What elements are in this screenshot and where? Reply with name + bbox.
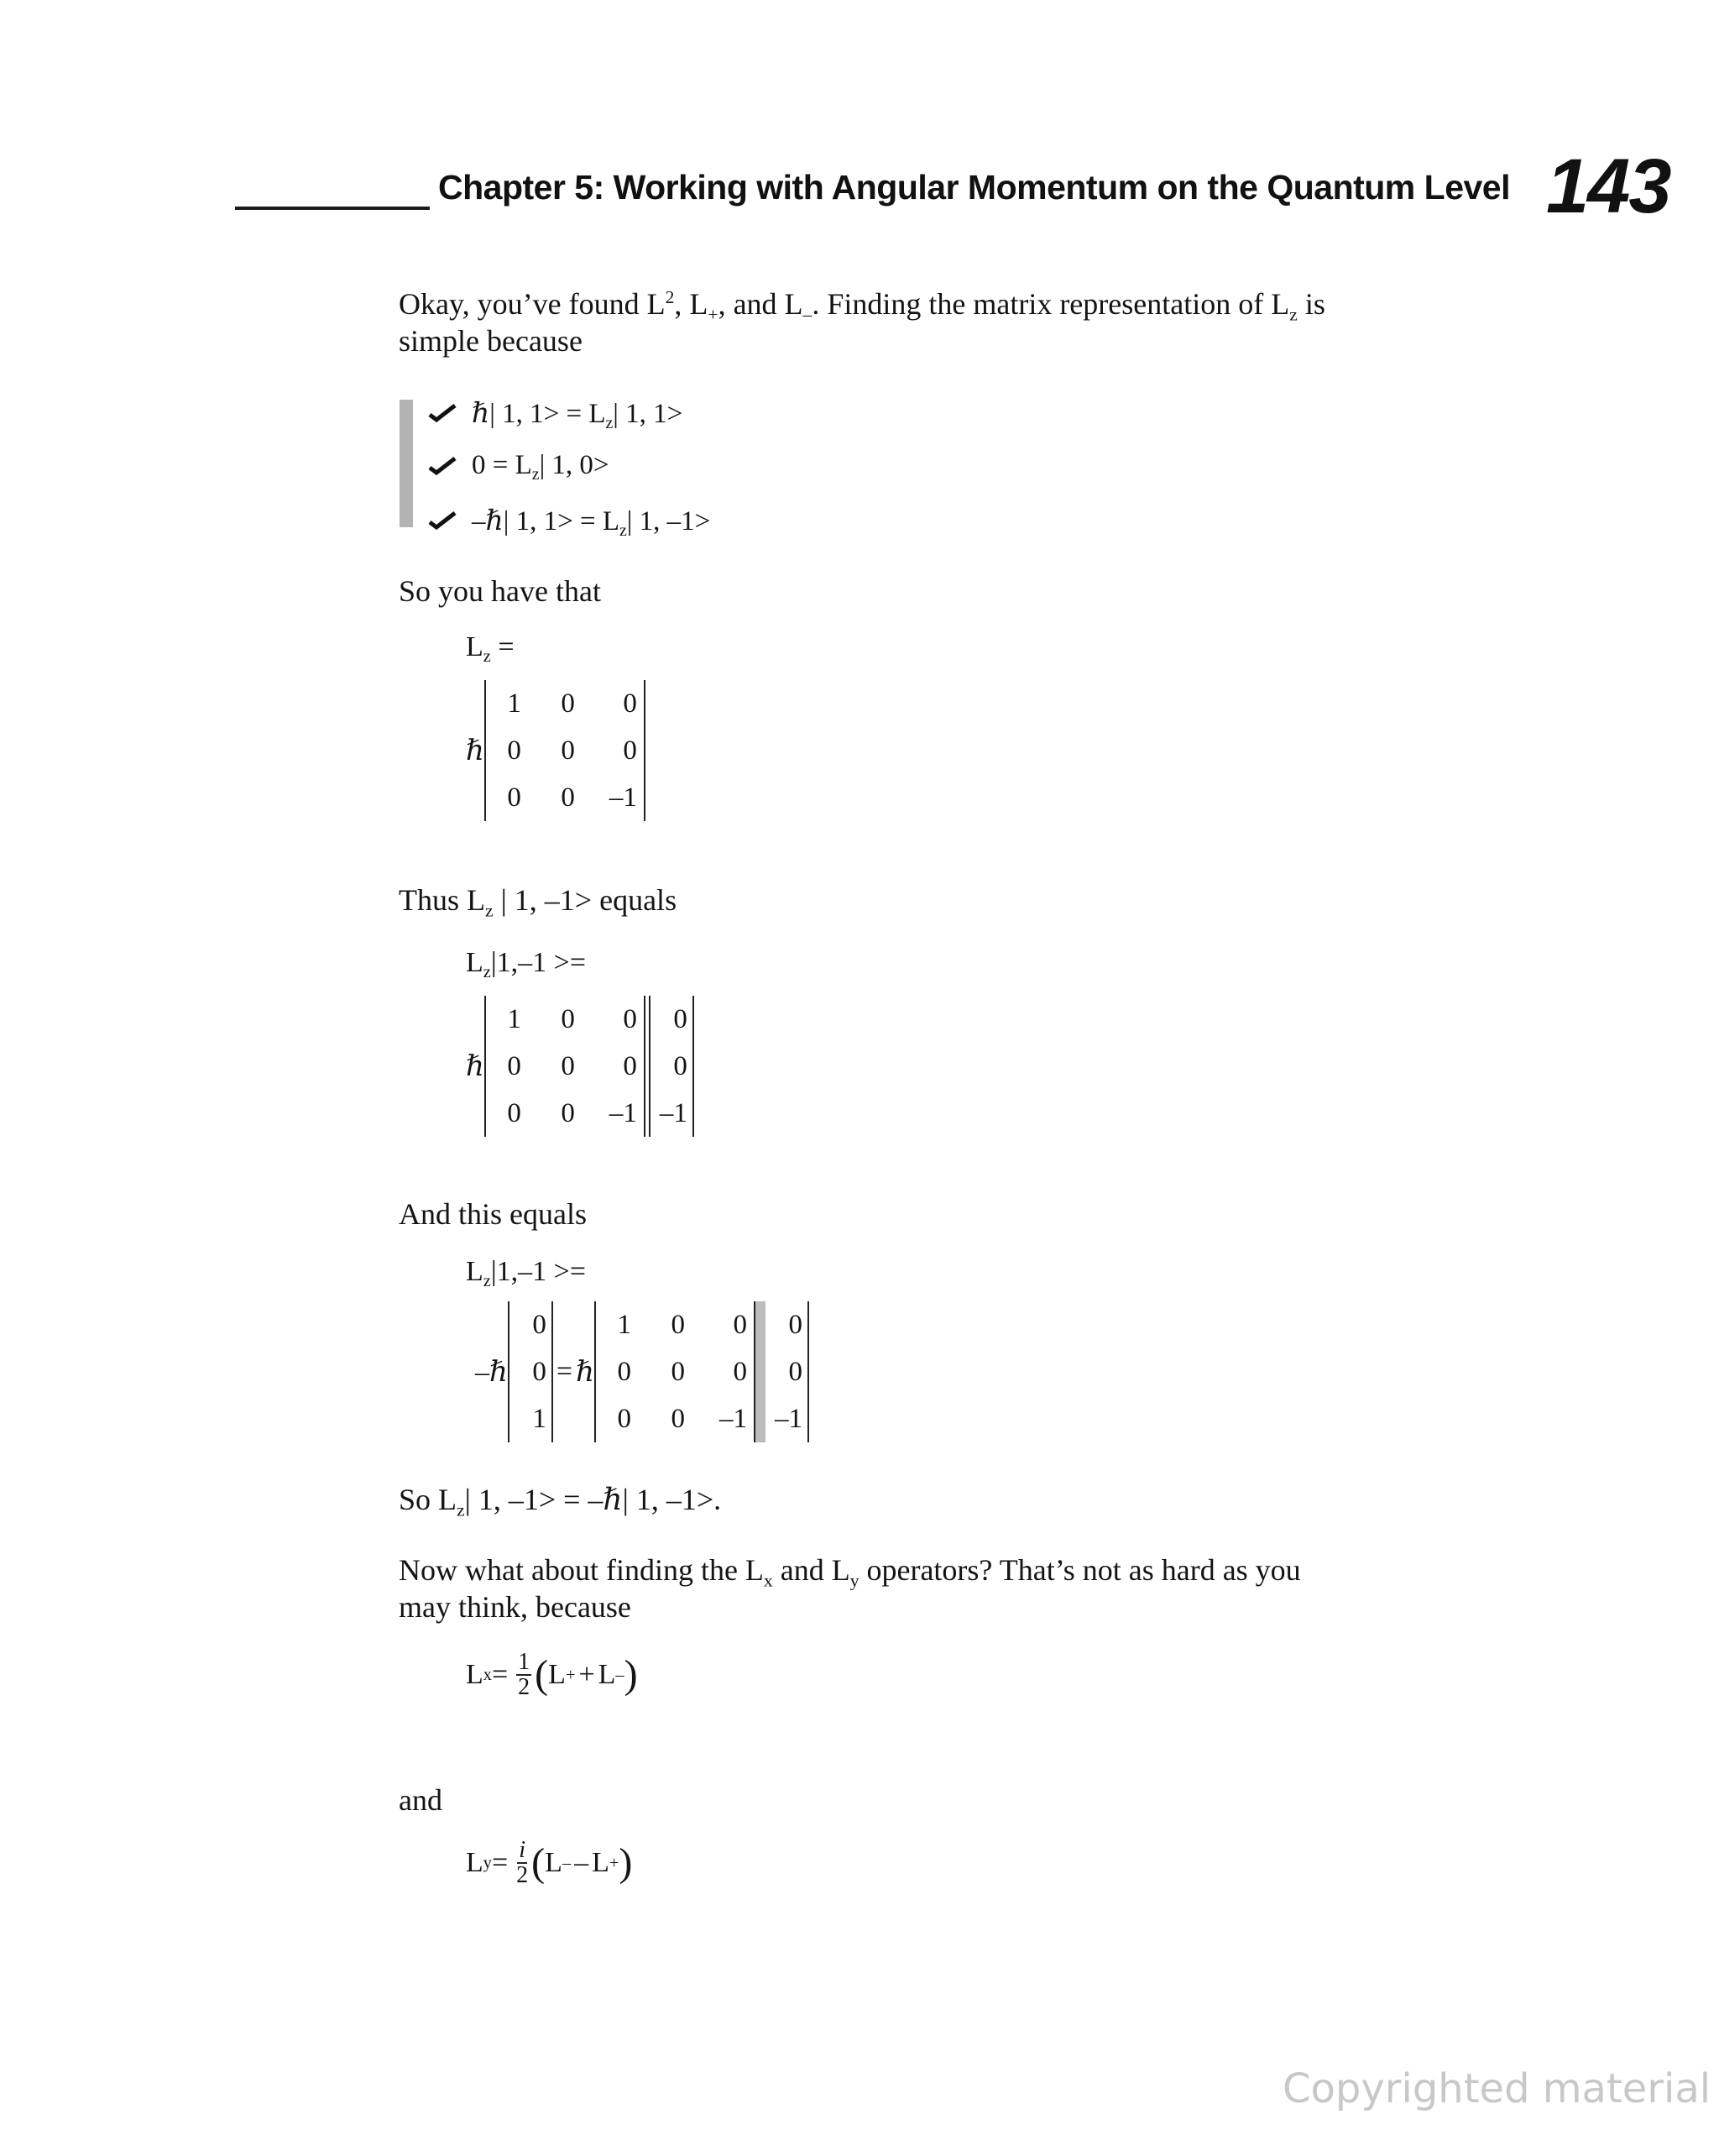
- header-rule: [235, 207, 430, 210]
- now-what-paragraph: [399, 1552, 1456, 1625]
- check-icon: [428, 510, 457, 531]
- lz-result-lhs-vector: 0 0 1: [508, 1301, 553, 1442]
- now-what-line-1: Now what about finding the $L_x$ and $L_y$ operators? That’s not as hard as you: [399, 1553, 1301, 1591]
- lz-matrix-row: [466, 680, 645, 821]
- equals-sign: =: [556, 1356, 573, 1387]
- hbar-prefix: ℏ: [466, 1051, 484, 1082]
- list-item: –ℏ| 1, $1> = L_z|$ 1, –1>: [428, 504, 710, 537]
- hbar-prefix: ℏ: [576, 1357, 594, 1388]
- and-text: and: [399, 1783, 442, 1817]
- lz-matrix: 1 0 0 0 0 0 0 0 –1: [484, 680, 645, 821]
- neg-hbar-prefix: –ℏ: [475, 1357, 508, 1388]
- intro-line-1: Okay, you’ve found $L^2$, $L_+$, and $L_-$. Finding the matrix representation of $L_z$ is: [399, 287, 1325, 325]
- lz-apply-matrix: 1 0 0 0 0 0 0 0 –1: [484, 996, 645, 1137]
- page-number: 143: [1546, 144, 1670, 229]
- ly-equation: L y = $\frac{i}{2}$ ( L – – L + ): [466, 1837, 633, 1888]
- lz-label: $L_z$ =: [466, 631, 515, 667]
- lz-result-matrix: 1 0 0 0 0 0 0 0 –1: [594, 1301, 755, 1442]
- so-lz-text: So $L_z|$ 1, –1> = –ℏ| 1, –1>.: [399, 1483, 722, 1520]
- intro-paragraph: [399, 285, 1456, 359]
- lz-apply-row: [466, 996, 694, 1137]
- list-item: $0 = L_z|$ 1, 0>: [428, 450, 609, 481]
- lz-result-vector: 0 0 –1: [765, 1301, 809, 1442]
- lz-apply-label: $L_z|1,-1$ >=: [466, 947, 586, 982]
- copyright-watermark: Copyrighted material: [1283, 2065, 1711, 2112]
- so-you-have-text: So you have that: [399, 574, 601, 608]
- lx-equation: L x = $\frac{1}{2}$ ( L + + L – ): [466, 1649, 638, 1700]
- highlight-bar: [755, 1301, 765, 1442]
- list-item: ℏ| 1, $1> = L_z|$ 1, 1>: [428, 396, 682, 430]
- lz-result-row: [475, 1301, 809, 1442]
- lz-apply-vector: 0 0 –1: [649, 996, 694, 1137]
- running-head: Chapter 5: Working with Angular Momentum on the Quantum Level: [438, 168, 1510, 207]
- check-icon: [428, 403, 457, 423]
- now-what-line-2: may think, because: [399, 1590, 631, 1624]
- i-half-fraction: $\frac{i}{2}$: [516, 1837, 529, 1888]
- one-half-fraction: $\frac{1}{2}$: [518, 1649, 530, 1700]
- check-icon: [428, 456, 457, 476]
- and-this-text: And this equals: [399, 1197, 587, 1231]
- lz-result-label: $L_z|1,-1$ >=: [466, 1256, 586, 1291]
- hbar-prefix: ℏ: [466, 735, 484, 767]
- intro-line-2: simple because: [399, 324, 583, 358]
- thus-text: Thus $L_z$ | 1, –1> equals: [399, 883, 677, 921]
- bullet-list-bar: [400, 400, 413, 527]
